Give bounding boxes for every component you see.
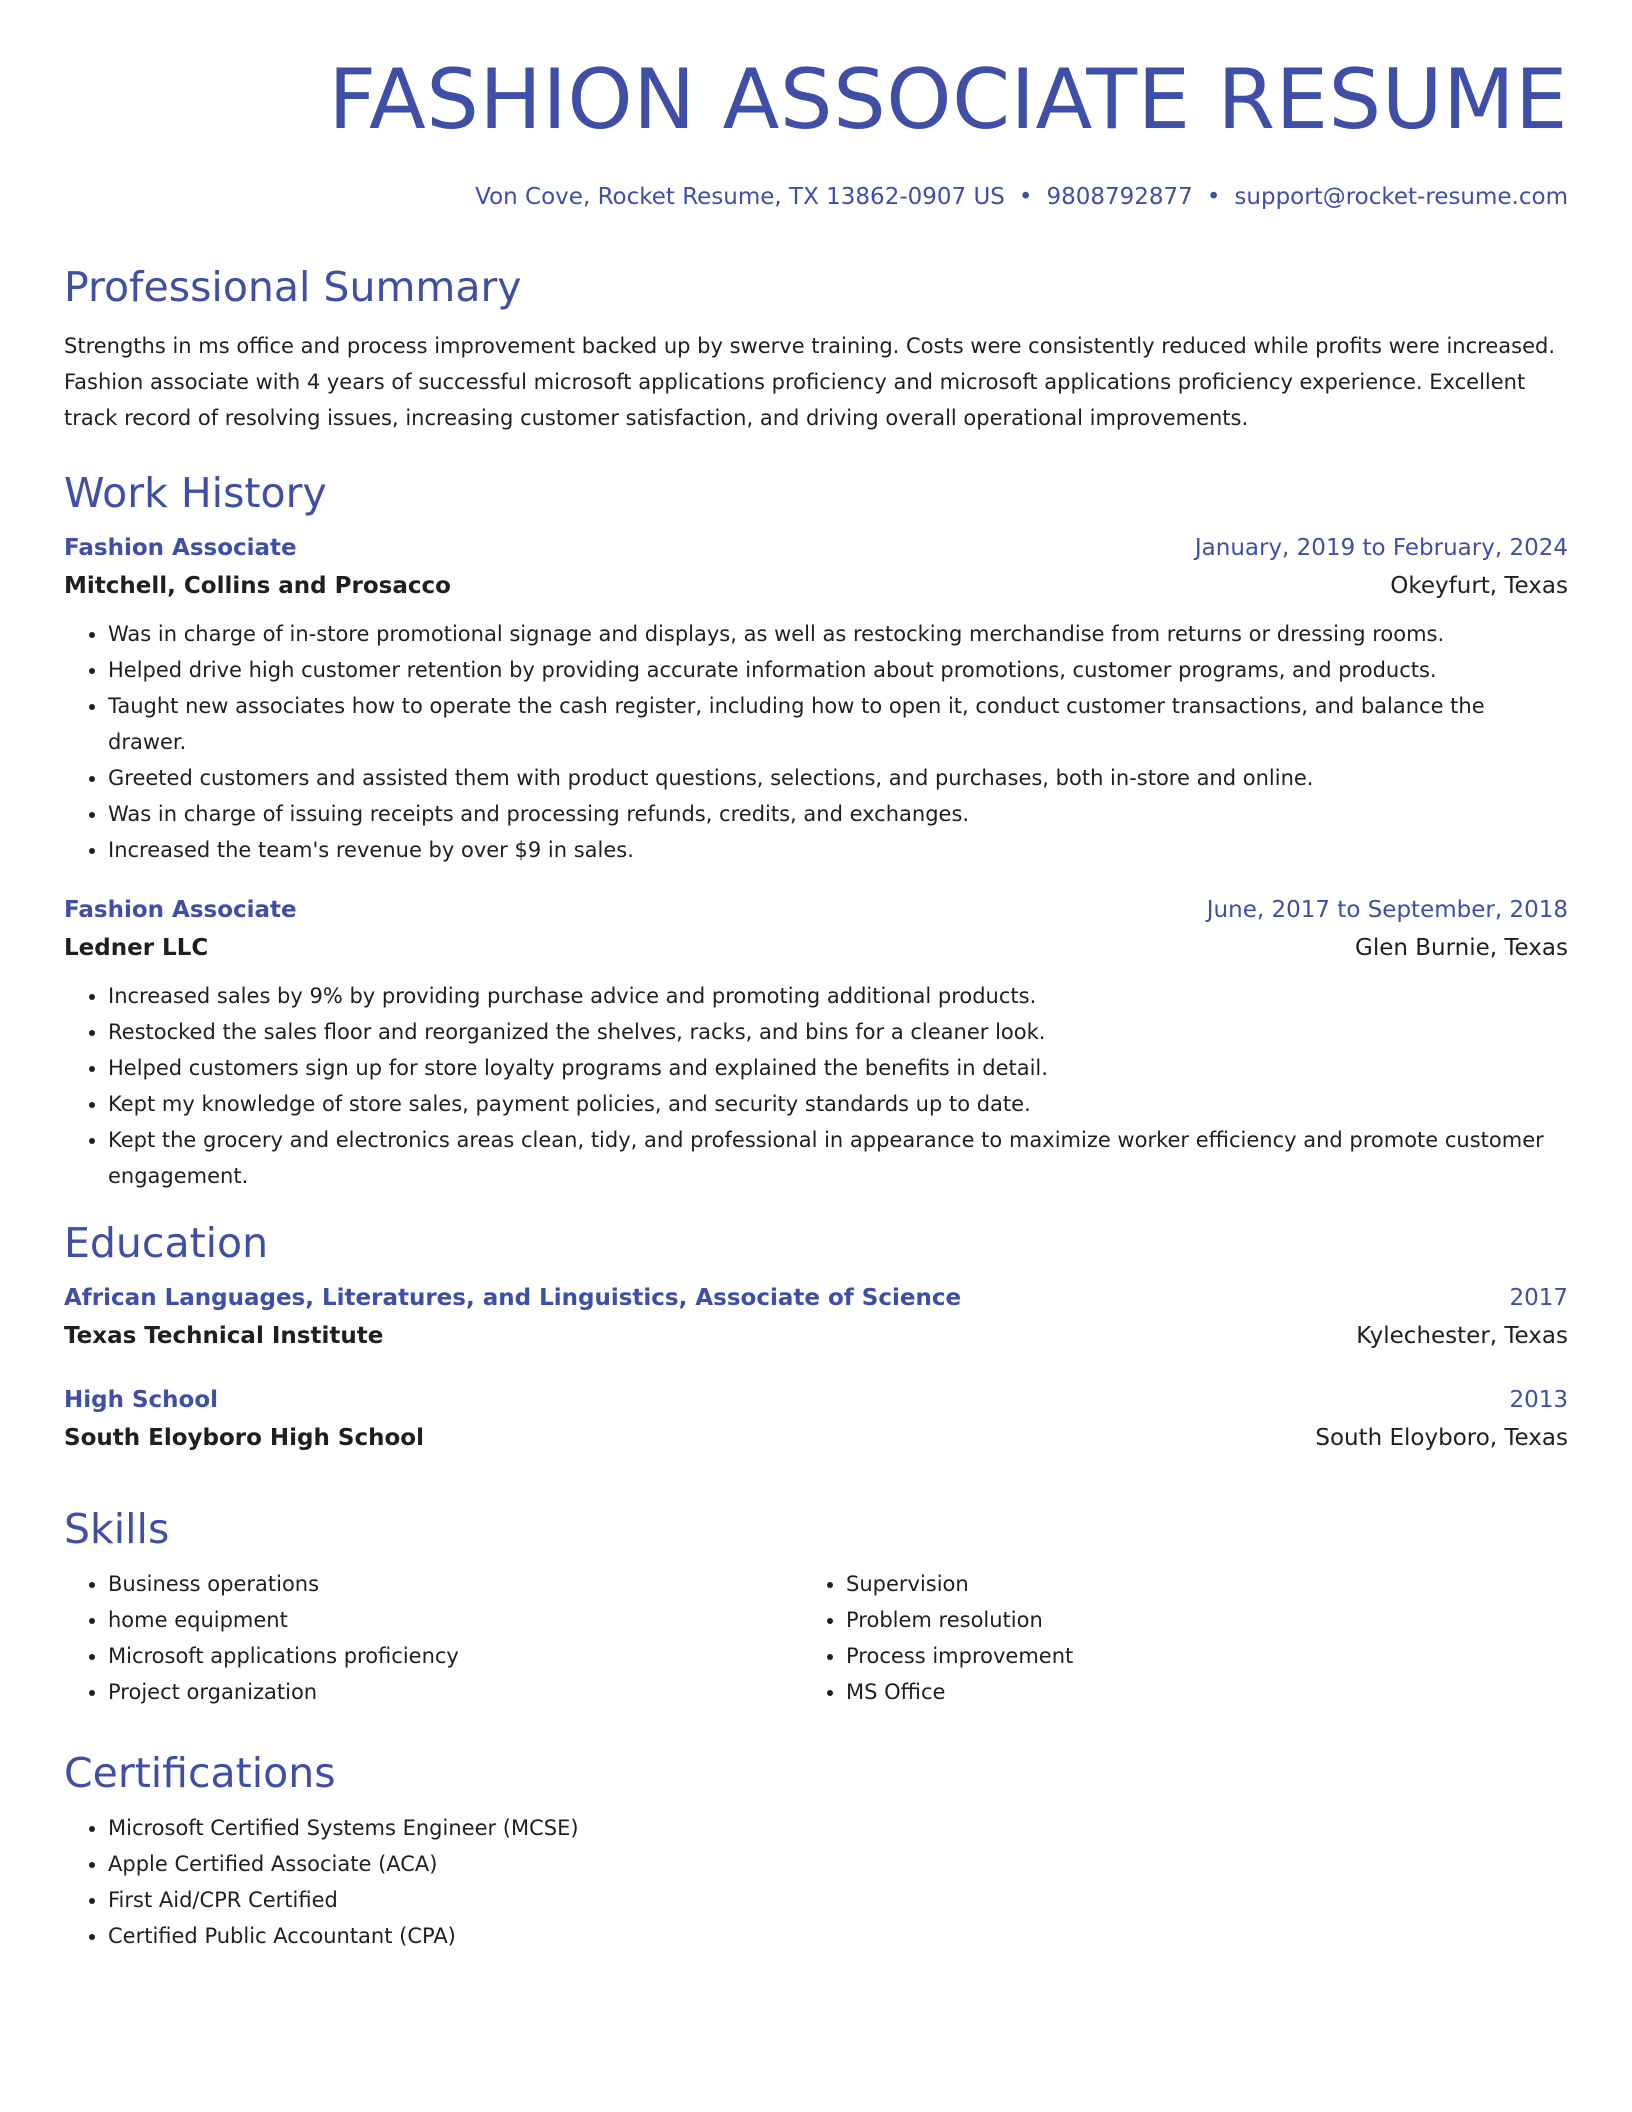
- graduation-year: 2017: [1509, 1285, 1568, 1311]
- job-company-row: [64, 928, 1568, 968]
- contact-email: support@rocket-resume.com: [1234, 184, 1568, 210]
- skills-section: [64, 1504, 1568, 1710]
- school-name: Texas Technical Institute: [64, 1323, 384, 1349]
- skills-grid: [64, 1566, 1568, 1710]
- job-bullet: • Was in charge of in-store promotional signage and displays, as well as restocking merchandise from returns or dressing rooms.: [108, 616, 1568, 652]
- graduation-year: 2013: [1509, 1387, 1568, 1413]
- job-location: Okeyfurt, Texas: [1390, 573, 1568, 599]
- skill-item: • Business operations: [108, 1566, 802, 1602]
- job-bullet: • Kept the grocery and electronics areas clean, tidy, and professional in appearance to maximize worker efficiency and promote customer engagement.: [108, 1122, 1568, 1194]
- school-location: Kylechester, Texas: [1356, 1323, 1568, 1349]
- skill-item: • MS Office: [846, 1674, 1540, 1710]
- degree-row: [64, 1382, 1568, 1418]
- skills-column-left: [64, 1566, 802, 1710]
- degree-row: [64, 1280, 1568, 1316]
- degree-name: African Languages, Literatures, and Linguistics, Associate of Science: [64, 1285, 962, 1311]
- work-history-section: [64, 468, 1568, 1194]
- skill-item: • Process improvement: [846, 1638, 1540, 1674]
- skill-item: • Project organization: [108, 1674, 802, 1710]
- education-entry: [64, 1382, 1568, 1458]
- summary-section: [64, 262, 1568, 436]
- skill-item: • Microsoft applications proficiency: [108, 1638, 802, 1674]
- job-entry: [64, 892, 1568, 1194]
- skills-heading: Skills: [64, 1505, 170, 1553]
- job-dates: June, 2017 to September, 2018: [1206, 897, 1568, 923]
- job-title: Fashion Associate: [64, 535, 297, 561]
- skill-item: • Supervision: [846, 1566, 1540, 1602]
- job-company: Mitchell, Collins and Prosacco: [64, 573, 451, 599]
- job-title: Fashion Associate: [64, 897, 297, 923]
- job-bullets: [64, 978, 1568, 1194]
- school-row: [64, 1316, 1568, 1356]
- job-company-row: [64, 566, 1568, 606]
- resume-title: FASHION ASSOCIATE RESUME: [328, 51, 1568, 148]
- certification-item: • Microsoft Certified Systems Engineer (MCSE): [108, 1810, 1568, 1846]
- job-dates: January, 2019 to February, 2024: [1194, 535, 1568, 561]
- job-bullets: [64, 616, 1568, 868]
- school-name: South Eloyboro High School: [64, 1425, 424, 1451]
- certifications-section: [64, 1748, 1568, 1954]
- contact-line: [64, 182, 1568, 212]
- skills-list: [64, 1566, 802, 1710]
- job-title-row: [64, 892, 1568, 928]
- certification-item: • First Aid/CPR Certified: [108, 1882, 1568, 1918]
- degree-name: High School: [64, 1387, 219, 1413]
- contact-separator: •: [1206, 184, 1221, 210]
- job-bullet: • Taught new associates how to operate the cash register, including how to open it, conduct customer transactions, and balance the drawer.: [108, 688, 1568, 760]
- school-row: [64, 1418, 1568, 1458]
- summary-text: Strengths in ms office and process improvement backed up by swerve training. Costs were consistently reduced while profits were increased. Fashion associate with 4 years of successful microsoft applications proficiency and microsoft applications proficiency experience. Excellent track record of resolving issues, increasing customer satisfaction, and driving overall operational improvements.: [64, 334, 1555, 430]
- education-section: [64, 1218, 1568, 1458]
- job-location: Glen Burnie, Texas: [1355, 935, 1568, 961]
- contact-phone: 9808792877: [1046, 184, 1193, 210]
- contact-separator: •: [1018, 184, 1033, 210]
- job-bullet: • Increased sales by 9% by providing purchase advice and promoting additional products.: [108, 978, 1568, 1014]
- certification-item: • Apple Certified Associate (ACA): [108, 1846, 1568, 1882]
- certifications-heading: Certifications: [64, 1749, 336, 1797]
- work-history-heading: Work History: [64, 469, 327, 517]
- education-heading: Education: [64, 1219, 269, 1267]
- job-entry: [64, 530, 1568, 868]
- job-bullet: • Greeted customers and assisted them with product questions, selections, and purchases, both in-store and online.: [108, 760, 1568, 796]
- job-bullet: • Was in charge of issuing receipts and processing refunds, credits, and exchanges.: [108, 796, 1568, 832]
- job-bullet: • Kept my knowledge of store sales, payment policies, and security standards up to date.: [108, 1086, 1568, 1122]
- education-entry: [64, 1280, 1568, 1356]
- job-bullet: • Restocked the sales floor and reorganized the shelves, racks, and bins for a cleaner look.: [108, 1014, 1568, 1050]
- skills-column-right: [802, 1566, 1540, 1710]
- job-company: Ledner LLC: [64, 935, 209, 961]
- certification-item: • Certified Public Accountant (CPA): [108, 1918, 1568, 1954]
- job-bullet: • Helped customers sign up for store loyalty programs and explained the benefits in detail.: [108, 1050, 1568, 1086]
- contact-address: Von Cove, Rocket Resume, TX 13862-0907 US: [475, 184, 1005, 210]
- school-location: South Eloyboro, Texas: [1315, 1425, 1568, 1451]
- job-bullet: • Helped drive high customer retention by providing accurate information about promotions, customer programs, and products.: [108, 652, 1568, 688]
- skill-item: • home equipment: [108, 1602, 802, 1638]
- summary-heading: Professional Summary: [64, 263, 522, 311]
- job-bullet: • Increased the team's revenue by over $9 in sales.: [108, 832, 1568, 868]
- skill-item: • Problem resolution: [846, 1602, 1540, 1638]
- certifications-list: [64, 1810, 1568, 1954]
- skills-list: [802, 1566, 1540, 1710]
- job-title-row: [64, 530, 1568, 566]
